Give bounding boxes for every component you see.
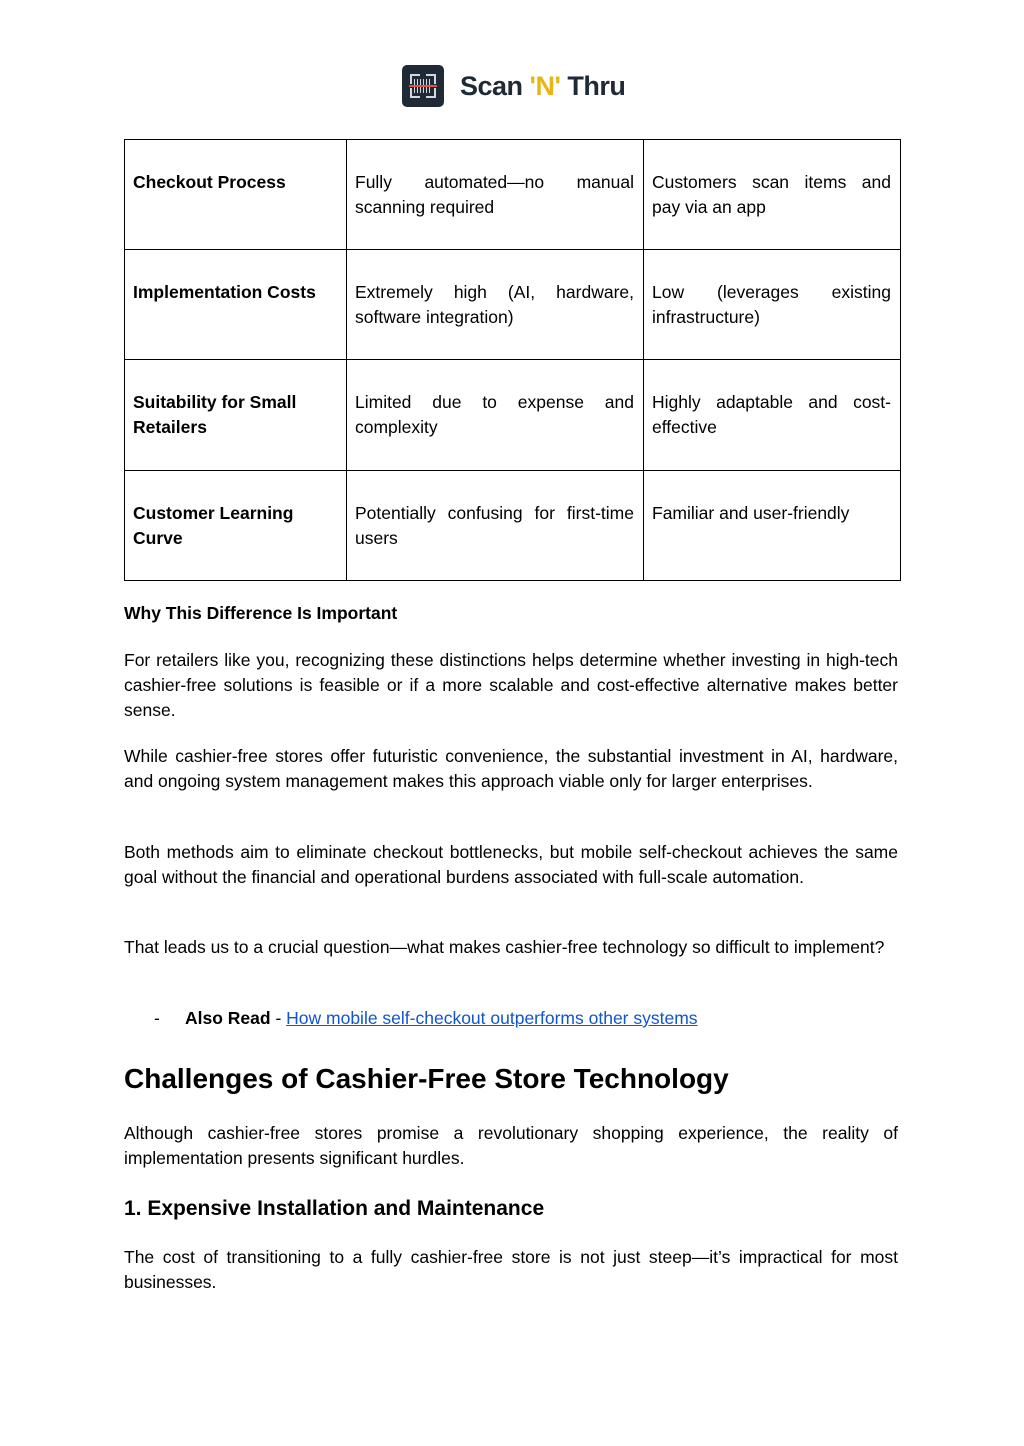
paragraph: Although cashier-free stores promise a revolutionary shopping experience, the reality of implementation presents significant hurdles.	[124, 1123, 898, 1168]
paragraph: Both methods aim to eliminate checkout bottlenecks, but mobile self-checkout achieves the same goal without the financial and operational burdens associated with full-scale automation.	[124, 842, 898, 887]
section-heading-why-important: Why This Difference Is Important	[124, 603, 398, 623]
paragraph: For retailers like you, recognizing these distinctions helps determine whether investing in high-tech cashier-free solutions is feasible or if a more scalable and cost-effective alternative makes better sense.	[124, 650, 898, 720]
feature-cell: Implementation Costs	[125, 250, 347, 360]
barcode-scan-icon	[402, 65, 444, 107]
mobile-checkout-cell: Customers scan items and pay via an app	[644, 140, 901, 250]
paragraph: While cashier-free stores offer futuristic convenience, the substantial investment in AI, hardware, and ongoing system management makes this approach viable only for larger enterprises.	[124, 746, 898, 791]
table-row	[125, 140, 901, 250]
also-read-link[interactable]: How mobile self-checkout outperforms other systems	[286, 1008, 698, 1028]
paragraph: That leads us to a crucial question—what makes cashier-free technology so difficult to implement?	[124, 937, 885, 957]
feature-cell: Suitability for Small Retailers	[125, 360, 347, 471]
brand-logo	[402, 65, 625, 107]
table-row	[125, 360, 901, 471]
feature-cell: Checkout Process	[125, 140, 347, 250]
also-read-item	[154, 1006, 698, 1031]
section-heading-challenges: Challenges of Cashier-Free Store Technology	[124, 1063, 729, 1094]
table-row	[125, 250, 901, 360]
mobile-checkout-cell: Highly adaptable and cost-effective	[644, 360, 901, 471]
paragraph: The cost of transitioning to a fully cashier-free store is not just steep—it’s impractical for most businesses.	[124, 1247, 898, 1292]
feature-cell: Customer Learning Curve	[125, 471, 347, 581]
mobile-checkout-cell: Familiar and user-friendly	[644, 471, 901, 581]
mobile-checkout-cell: Low (leverages existing infrastructure)	[644, 250, 901, 360]
cashier-free-cell: Extremely high (AI, hardware, software integration)	[347, 250, 644, 360]
brand-name: Scan 'N' Thru	[460, 70, 626, 101]
cashier-free-cell: Potentially confusing for first-time users	[347, 471, 644, 581]
table-row	[125, 471, 901, 581]
comparison-table	[124, 139, 901, 581]
also-read-separator: -	[270, 1008, 287, 1028]
subheading-expensive-installation: 1. Expensive Installation and Maintenance	[124, 1197, 545, 1220]
also-read-label: Also Read	[185, 1008, 271, 1028]
cashier-free-cell: Limited due to expense and complexity	[347, 360, 644, 471]
cashier-free-cell: Fully automated—no manual scanning required	[347, 140, 644, 250]
list-dash: -	[154, 1008, 160, 1028]
